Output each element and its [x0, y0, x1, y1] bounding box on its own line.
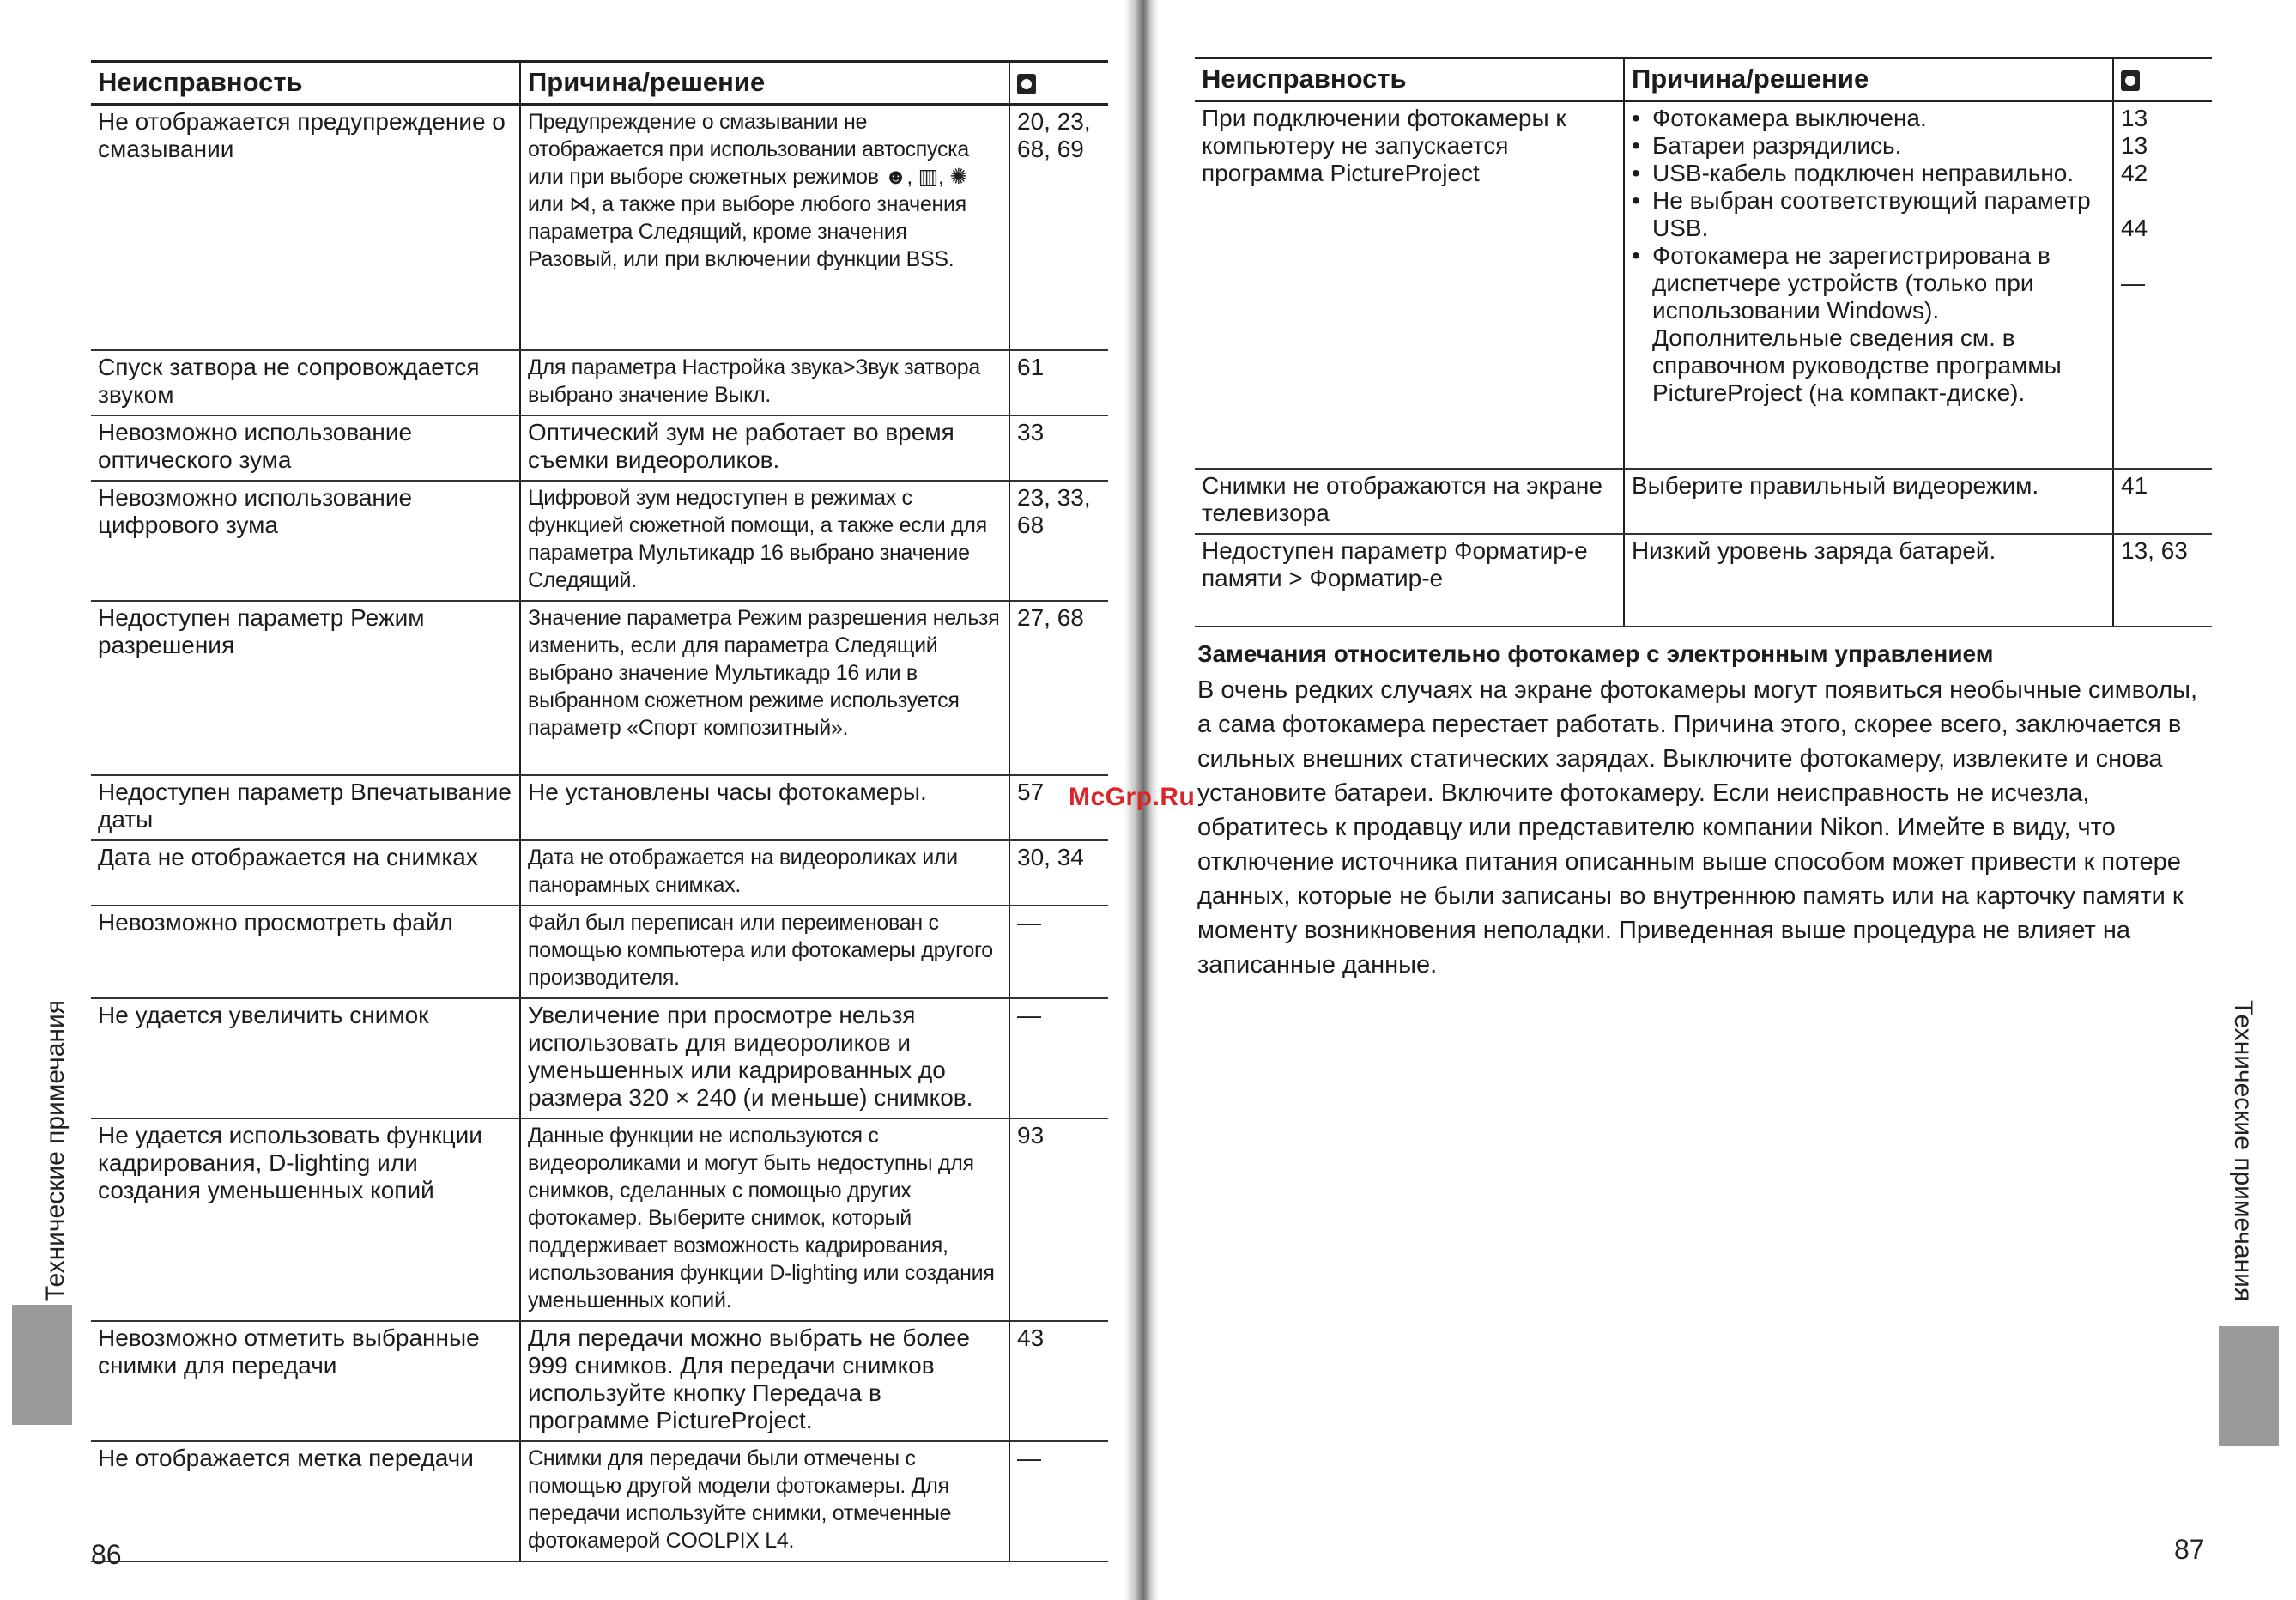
table-row [91, 998, 1108, 1118]
row-cause: Оптический зум не работает во время съемки видеороликов. [520, 415, 1009, 481]
row-problem: При подключении фотокамеры к компьютеру не запускается программа PictureProject [1195, 101, 1624, 469]
row-cause: Значение параметра Режим разрешения нельзя изменить, если для параметра Следящий выбрано значение Мультикадр 16 или в выбранном сюжетном режиме используется параметр «Спорт композитный». [520, 601, 1009, 775]
list-item: • Фотокамера не зарегистрирована в диспетчере устройств (только при использовании Windows). Дополнительные сведения см. в справочном руководстве программы PictureProject (на компакт-диске). [1632, 242, 2062, 406]
table-row [91, 350, 1108, 415]
side-label-left: Технические примечания [41, 1000, 70, 1302]
page-number-left: 86 [91, 1539, 122, 1570]
row-problem: Не удается увеличить снимок [91, 998, 520, 1118]
row-cause [1624, 101, 2113, 469]
row-ref: 33 [1009, 415, 1108, 481]
table-row [91, 415, 1108, 481]
row-problem: Невозможно отметить выбранные снимки для передачи [91, 1321, 520, 1441]
table-row [1195, 534, 2212, 627]
row-cause: Дата не отображается на видеороликах или панорамных снимках. [520, 840, 1009, 906]
table-row [91, 775, 1108, 840]
header-problem: Неисправность [1195, 58, 1624, 101]
row-ref: 20, 23, 68, 69 [1009, 105, 1108, 350]
row-cause: Снимки для передачи были отмечены с помощью другой модели фотокамеры. Для передачи используйте снимки, отмеченные фотокамерой COOLPIX L4. [520, 1441, 1009, 1561]
row-problem: Недоступен параметр Режим разрешения [91, 601, 520, 775]
row-ref: 43 [1009, 1321, 1108, 1441]
table-row [91, 906, 1108, 998]
row-problem: Недоступен параметр Впечатывание даты [91, 775, 520, 840]
row-problem: Не отображается предупреждение о смазывании [91, 105, 520, 350]
troubleshooting-table-right [1195, 57, 2212, 627]
table-row [91, 1441, 1108, 1561]
row-problem: Не удается использовать функции кадрирования, D-lighting или создания уменьшенных копий [91, 1118, 520, 1321]
row-cause: Увеличение при просмотре нельзя использовать для видеороликов и уменьшенных или кадрированных до размера 320 × 240 (и меньше) снимков. [520, 998, 1009, 1118]
header-cause: Причина/решение [1624, 58, 2113, 101]
row-problem: Невозможно просмотреть файл [91, 906, 520, 998]
table-row [91, 840, 1108, 906]
header-ref [1009, 62, 1108, 105]
row-problem: Дата не отображается на снимках [91, 840, 520, 906]
tool-icon [1017, 74, 1036, 94]
row-ref: — [1009, 998, 1108, 1118]
row-problem: Спуск затвора не сопровождается звуком [91, 350, 520, 415]
header-ref [2113, 58, 2212, 101]
page-number-right: 87 [2174, 1534, 2205, 1565]
table-row [1195, 101, 2212, 469]
watermark: McGrp.Ru [1069, 783, 1196, 811]
row-cause: Файл был переписан или переименован с помощью компьютера или фотокамеры другого производителя. [520, 906, 1009, 998]
header-problem: Неисправность [91, 62, 520, 105]
row-ref: — [1009, 906, 1108, 998]
table-row [91, 601, 1108, 775]
row-cause: Для передачи можно выбрать не более 999 снимков. Для передачи снимков используйте кнопку Передача в программе PictureProject. [520, 1321, 1009, 1441]
row-problem: Невозможно использование цифрового зума [91, 481, 520, 601]
row-cause: Данные функции не используются с видеороликами и могут быть недоступны для снимков, сделанных с помощью других фотокамер. Выберите снимок, который поддерживает возможность кадрирования, использования функции D-lighting или создания уменьшенных копий. [520, 1118, 1009, 1321]
tool-icon [2121, 70, 2140, 91]
side-tab-right [2219, 1326, 2279, 1446]
row-problem: Не отображается метка передачи [91, 1441, 520, 1561]
row-ref: 13, 63 [2113, 534, 2212, 627]
list-item: • Не выбран соответствующий параметр USB. [1632, 187, 2091, 241]
row-cause: Предупреждение о смазывании не отображается при использовании автоспуска или при выборе сюжетных режимов ☻, ▥, ✺ или ⋈, а также при выборе любого значения параметра Следящий, кроме значения Разовый, или при включении функции BSS. [520, 105, 1009, 350]
notes-body: В очень редких случаях на экране фотокамеры могут появиться необычные символы, а сама фотокамера перестает работать. Причина этого, скорее всего, заключается в сильных внешних статических зарядах. Выключите фотокамеру, извлеките и снова установите батареи. Включите фотокамеру. Если неисправность не исчезла, обратитесь к продавцу или представителю компании Nikon. Имейте в виду, что отключение источника питания описанным выше способом может привести к потере данных, которые не были записаны во внутреннюю память или на карточку памяти к моменту возникновения неполадки. Приведенная выше процедура не влияет на записанные данные. [1197, 676, 2198, 979]
table-row [1195, 469, 2212, 534]
row-problem: Недоступен параметр Форматир-е памяти > Форматир-е [1195, 534, 1624, 627]
row-ref: 27, 68 [1009, 601, 1108, 775]
row-ref: — [1009, 1441, 1108, 1561]
table-row [91, 481, 1108, 601]
table-header [1195, 58, 2212, 101]
list-item: • Батареи разрядились. [1632, 132, 1902, 159]
row-ref: 41 [2113, 469, 2212, 534]
row-ref: 30, 34 [1009, 840, 1108, 906]
table-row [91, 105, 1108, 350]
cause-bullet-list [1632, 105, 2105, 407]
row-ref: 61 [1009, 350, 1108, 415]
table-header [91, 62, 1108, 105]
troubleshooting-table-left [91, 60, 1108, 1562]
row-cause: Для параметра Настройка звука>Звук затвора выбрано значение Выкл. [520, 350, 1009, 415]
notes-title: Замечания относительно фотокамер с электронным управлением [1197, 640, 1994, 667]
row-cause: Не установлены часы фотокамеры. [520, 775, 1009, 840]
notes-section [1197, 639, 2202, 982]
side-tab-left [12, 1305, 72, 1425]
row-cause: Цифровой зум недоступен в режимах с функцией сюжетной помощи, а также если для параметра Мультикадр 16 выбрано значение Следящий. [520, 481, 1009, 601]
row-ref: 13 13 42 44 — [2113, 101, 2212, 469]
row-problem: Снимки не отображаются на экране телевизора [1195, 469, 1624, 534]
row-problem: Невозможно использование оптического зума [91, 415, 520, 481]
list-item: • USB-кабель подключен неправильно. [1632, 160, 2075, 186]
side-label-right: Технические примечания [2229, 1000, 2257, 1302]
row-ref: 93 [1009, 1118, 1108, 1321]
header-cause: Причина/решение [520, 62, 1009, 105]
row-ref: 23, 33, 68 [1009, 481, 1108, 601]
table-row [91, 1321, 1108, 1441]
table-row [91, 1118, 1108, 1321]
list-item: • Фотокамера выключена. [1632, 105, 1927, 131]
row-cause: Низкий уровень заряда батарей. [1624, 534, 2113, 627]
row-ref: 57 [1009, 775, 1108, 840]
row-cause: Выберите правильный видеорежим. [1624, 469, 2113, 534]
